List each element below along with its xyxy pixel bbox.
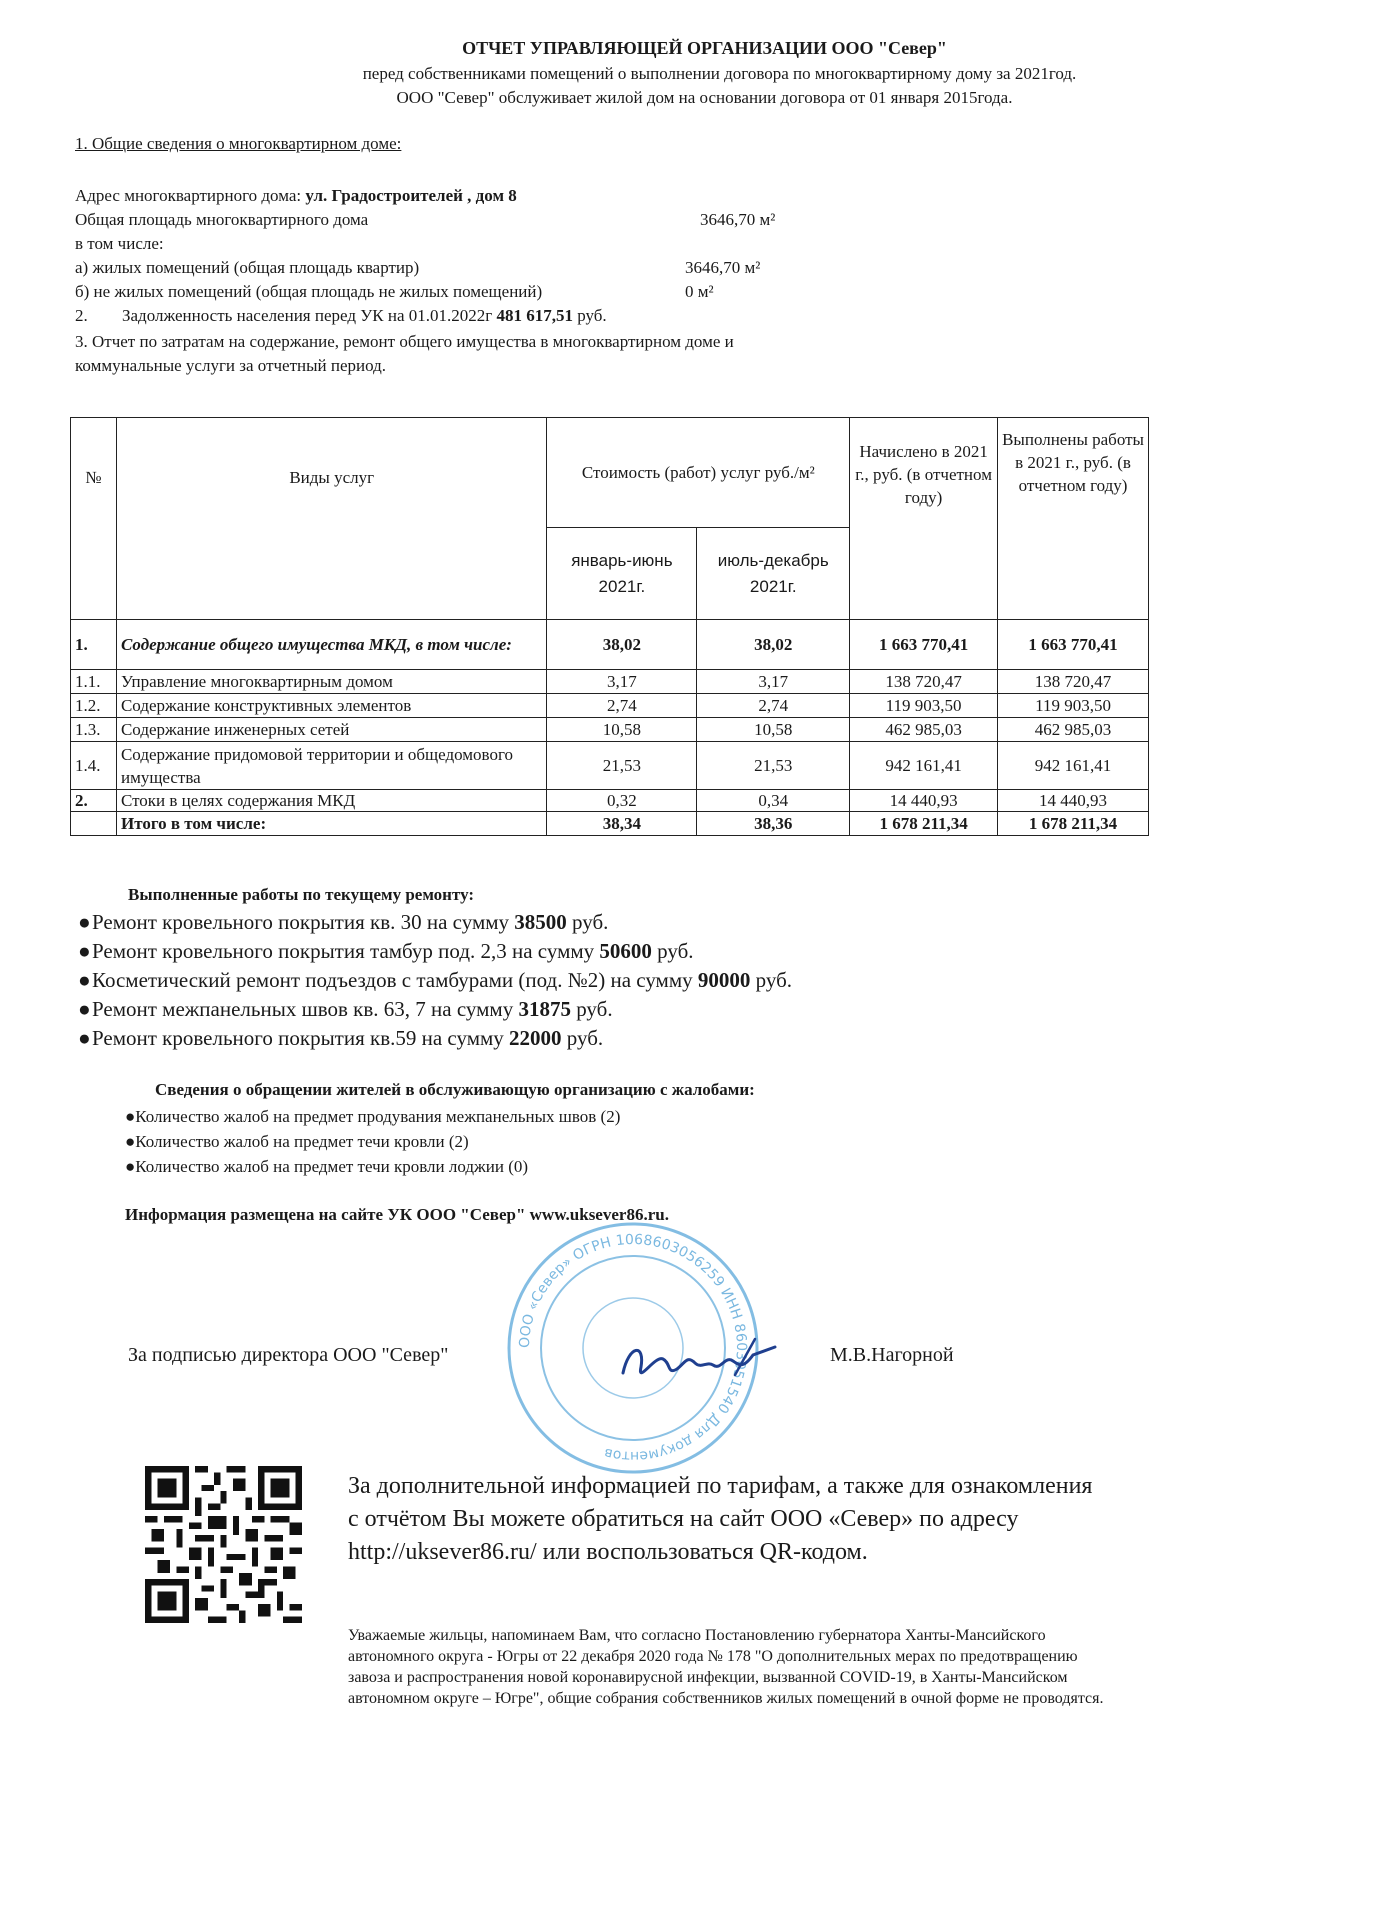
row-accrued: 462 985,03 <box>850 718 998 742</box>
row-accrued: 1 678 211,34 <box>850 812 998 836</box>
nonresidential-label: б) не жилых помещений (общая площадь не жилых помещений) <box>75 282 543 301</box>
complaint-item: ●Количество жалоб на предмет продувания межпанельных швов (2) <box>125 1107 621 1126</box>
row-p2: 10,58 <box>697 718 850 742</box>
repair-item <box>78 910 608 935</box>
signature-scribble <box>615 1325 785 1395</box>
header-services: Виды услуг <box>116 418 546 620</box>
row-name: Содержание придомовой территории и общедомового имущества <box>116 742 546 790</box>
bullet-icon: ● <box>78 1026 91 1050</box>
row-num <box>71 812 117 836</box>
total-area-line <box>75 210 975 230</box>
row-name: Итого в том числе: <box>116 812 546 836</box>
table-row <box>71 790 1149 812</box>
including-label: в том числе: <box>75 234 164 253</box>
row-p1: 0,32 <box>547 790 697 812</box>
complaint-item: ●Количество жалоб на предмет течи кровли лоджии (0) <box>125 1157 529 1176</box>
costs-table <box>70 417 1149 836</box>
residential-value: 3646,70 м² <box>685 258 761 277</box>
row-name: Содержание общего имущества МКД, в том числе: <box>116 620 546 670</box>
contract-info: ООО "Север" обслуживает жилой дом на основании договора от 01 января 2015года. <box>396 88 1013 107</box>
row-performed: 1 663 770,41 <box>998 620 1149 670</box>
table-row <box>71 742 1149 790</box>
table-row <box>71 670 1149 694</box>
repair-amount: 38500 <box>514 910 567 934</box>
header-period1: январь-июнь 2021г. <box>547 528 697 620</box>
residential-line <box>75 258 975 278</box>
row-p2: 0,34 <box>697 790 850 812</box>
header-cost: Стоимость (работ) услуг руб./м² <box>547 418 850 528</box>
row-name: Содержание инженерных сетей <box>116 718 546 742</box>
row-p1: 38,34 <box>547 812 697 836</box>
bullet-icon: ● <box>78 910 91 934</box>
complaints-title: Сведения о обращении жителей в обслуживающую организацию с жалобами: <box>155 1080 755 1099</box>
row-p1: 10,58 <box>547 718 697 742</box>
director-name: М.В.Нагорной <box>830 1344 954 1366</box>
residential-label: а) жилых помещений (общая площадь квартир) <box>75 258 420 277</box>
row-accrued: 1 663 770,41 <box>850 620 998 670</box>
repair-item <box>78 968 792 993</box>
repair-unit: руб. <box>561 1026 604 1050</box>
repair-amount: 31875 <box>518 997 571 1021</box>
repair-item <box>78 997 613 1022</box>
address-line <box>75 186 517 206</box>
complaint-item: ●Количество жалоб на предмет течи кровли (2) <box>125 1132 469 1151</box>
row-name: Управление многоквартирным домом <box>116 670 546 694</box>
row-p1: 38,02 <box>547 620 697 670</box>
debt-number: 2. <box>75 306 88 325</box>
row-performed: 119 903,50 <box>998 694 1149 718</box>
debt-line <box>75 306 607 326</box>
address-value: ул. Градостроителей , дом 8 <box>305 186 517 205</box>
table-total-row <box>71 812 1149 836</box>
row-name: Стоки в целях содержания МКД <box>116 790 546 812</box>
repair-item <box>78 1026 603 1051</box>
additional-info: За дополнительной информацией по тарифам, а также для ознакомления с отчётом Вы можете обратиться на сайт ООО «Север» по адресу http://uksever86.ru/ или воспользоваться QR-кодом. <box>348 1473 1093 1565</box>
table-row <box>71 718 1149 742</box>
repair-unit: руб. <box>651 939 694 963</box>
row-p2: 38,02 <box>697 620 850 670</box>
header-accrued: Начислено в 2021 г., руб. (в отчетном году) <box>850 418 998 620</box>
row-performed: 462 985,03 <box>998 718 1149 742</box>
bullet-icon: ● <box>78 939 91 963</box>
nonresidential-line <box>75 282 975 302</box>
repair-text: Ремонт кровельного покрытия кв. 30 на сумму <box>92 910 515 934</box>
debt-unit: руб. <box>572 306 607 325</box>
director-signature-label: За подписью директора ООО "Север" <box>128 1344 449 1366</box>
table-row <box>71 620 1149 670</box>
row-num: 1.1. <box>71 670 117 694</box>
stamp-text: ООО «Север» ОГРН 1068603056259 ИНН 8603051540 Для документов <box>516 1231 750 1465</box>
bullet-icon: ● <box>78 997 91 1021</box>
repair-text: Ремонт кровельного покрытия тамбур под. 2,3 на сумму <box>92 939 600 963</box>
qr-code <box>145 1466 302 1623</box>
row-num: 1.4. <box>71 742 117 790</box>
row-num: 2. <box>71 790 117 812</box>
repair-text: Косметический ремонт подъездов с тамбурами (под. №2) на сумму <box>92 968 698 992</box>
repair-unit: руб. <box>570 997 613 1021</box>
repairs-title: Выполненные работы по текущему ремонту: <box>128 885 475 904</box>
row-num: 1.3. <box>71 718 117 742</box>
repair-text: Ремонт кровельного покрытия кв.59 на сумму <box>92 1026 510 1050</box>
row-p2: 21,53 <box>697 742 850 790</box>
repair-unit: руб. <box>750 968 793 992</box>
row-name: Содержание конструктивных элементов <box>116 694 546 718</box>
row-p1: 21,53 <box>547 742 697 790</box>
site-info: Информация размещена на сайте УК ООО "Север" www.uksever86.ru. <box>125 1205 669 1224</box>
section3-line1: 3. Отчет по затратам на содержание, ремонт общего имущества в многоквартирном доме и <box>75 332 734 351</box>
header-period2: июль-декабрь 2021г. <box>697 528 850 620</box>
nonresidential-value: 0 м² <box>685 282 714 301</box>
repair-amount: 50600 <box>599 939 652 963</box>
covid-notice: Уважаемые жильцы, напоминаем Вам, что согласно Постановлению губернатора Ханты-Мансийского автономного округа - Югры от 22 декабря 2020 года № 178 "О дополнительных мерах по предотвращению завоза и распространения новой коронавирусной инфекции, вызванной COVID-19, в Ханты-Мансийском автономном округе – Югре", общие собрания собственников жилых помещений в очной форме не проводятся. <box>348 1627 1104 1707</box>
debt-text: Задолженность населения перед УК на 01.01.2022г <box>122 306 493 325</box>
total-area-value: 3646,70 м² <box>700 210 776 229</box>
row-accrued: 119 903,50 <box>850 694 998 718</box>
row-p1: 3,17 <box>547 670 697 694</box>
debt-amount: 481 617,51 <box>496 306 573 325</box>
repair-item <box>78 939 694 964</box>
row-accrued: 14 440,93 <box>850 790 998 812</box>
section1-title: 1. Общие сведения о многоквартирном доме: <box>75 134 402 153</box>
bullet-icon: ● <box>78 968 91 992</box>
row-p2: 2,74 <box>697 694 850 718</box>
row-p2: 3,17 <box>697 670 850 694</box>
header-performed: Выполнены работы в 2021 г., руб. (в отчетном году) <box>998 418 1149 620</box>
report-subtitle: перед собственниками помещений о выполнении договора по многоквартирному дому за 2021год. <box>362 64 1077 83</box>
row-accrued: 942 161,41 <box>850 742 998 790</box>
row-accrued: 138 720,47 <box>850 670 998 694</box>
table-row <box>71 694 1149 718</box>
total-area-label: Общая площадь многоквартирного дома <box>75 210 369 229</box>
repair-text: Ремонт межпанельных швов кв. 63, 7 на сумму <box>92 997 519 1021</box>
repair-unit: руб. <box>566 910 609 934</box>
row-p1: 2,74 <box>547 694 697 718</box>
report-title: ОТЧЕТ УПРАВЛЯЮЩЕЙ ОРГАНИЗАЦИИ ООО "Север" <box>462 38 947 58</box>
section3-line2: коммунальные услуги за отчетный период. <box>75 356 387 375</box>
row-performed: 14 440,93 <box>998 790 1149 812</box>
repair-amount: 22000 <box>509 1026 562 1050</box>
table-header-row <box>71 418 1149 528</box>
row-num: 1.2. <box>71 694 117 718</box>
repair-amount: 90000 <box>697 968 751 992</box>
row-performed: 1 678 211,34 <box>998 812 1149 836</box>
header-num: № <box>71 418 117 620</box>
row-num: 1. <box>71 620 117 670</box>
row-p2: 38,36 <box>697 812 850 836</box>
row-performed: 942 161,41 <box>998 742 1149 790</box>
address-label: Адрес многоквартирного дома: <box>75 186 306 205</box>
row-performed: 138 720,47 <box>998 670 1149 694</box>
